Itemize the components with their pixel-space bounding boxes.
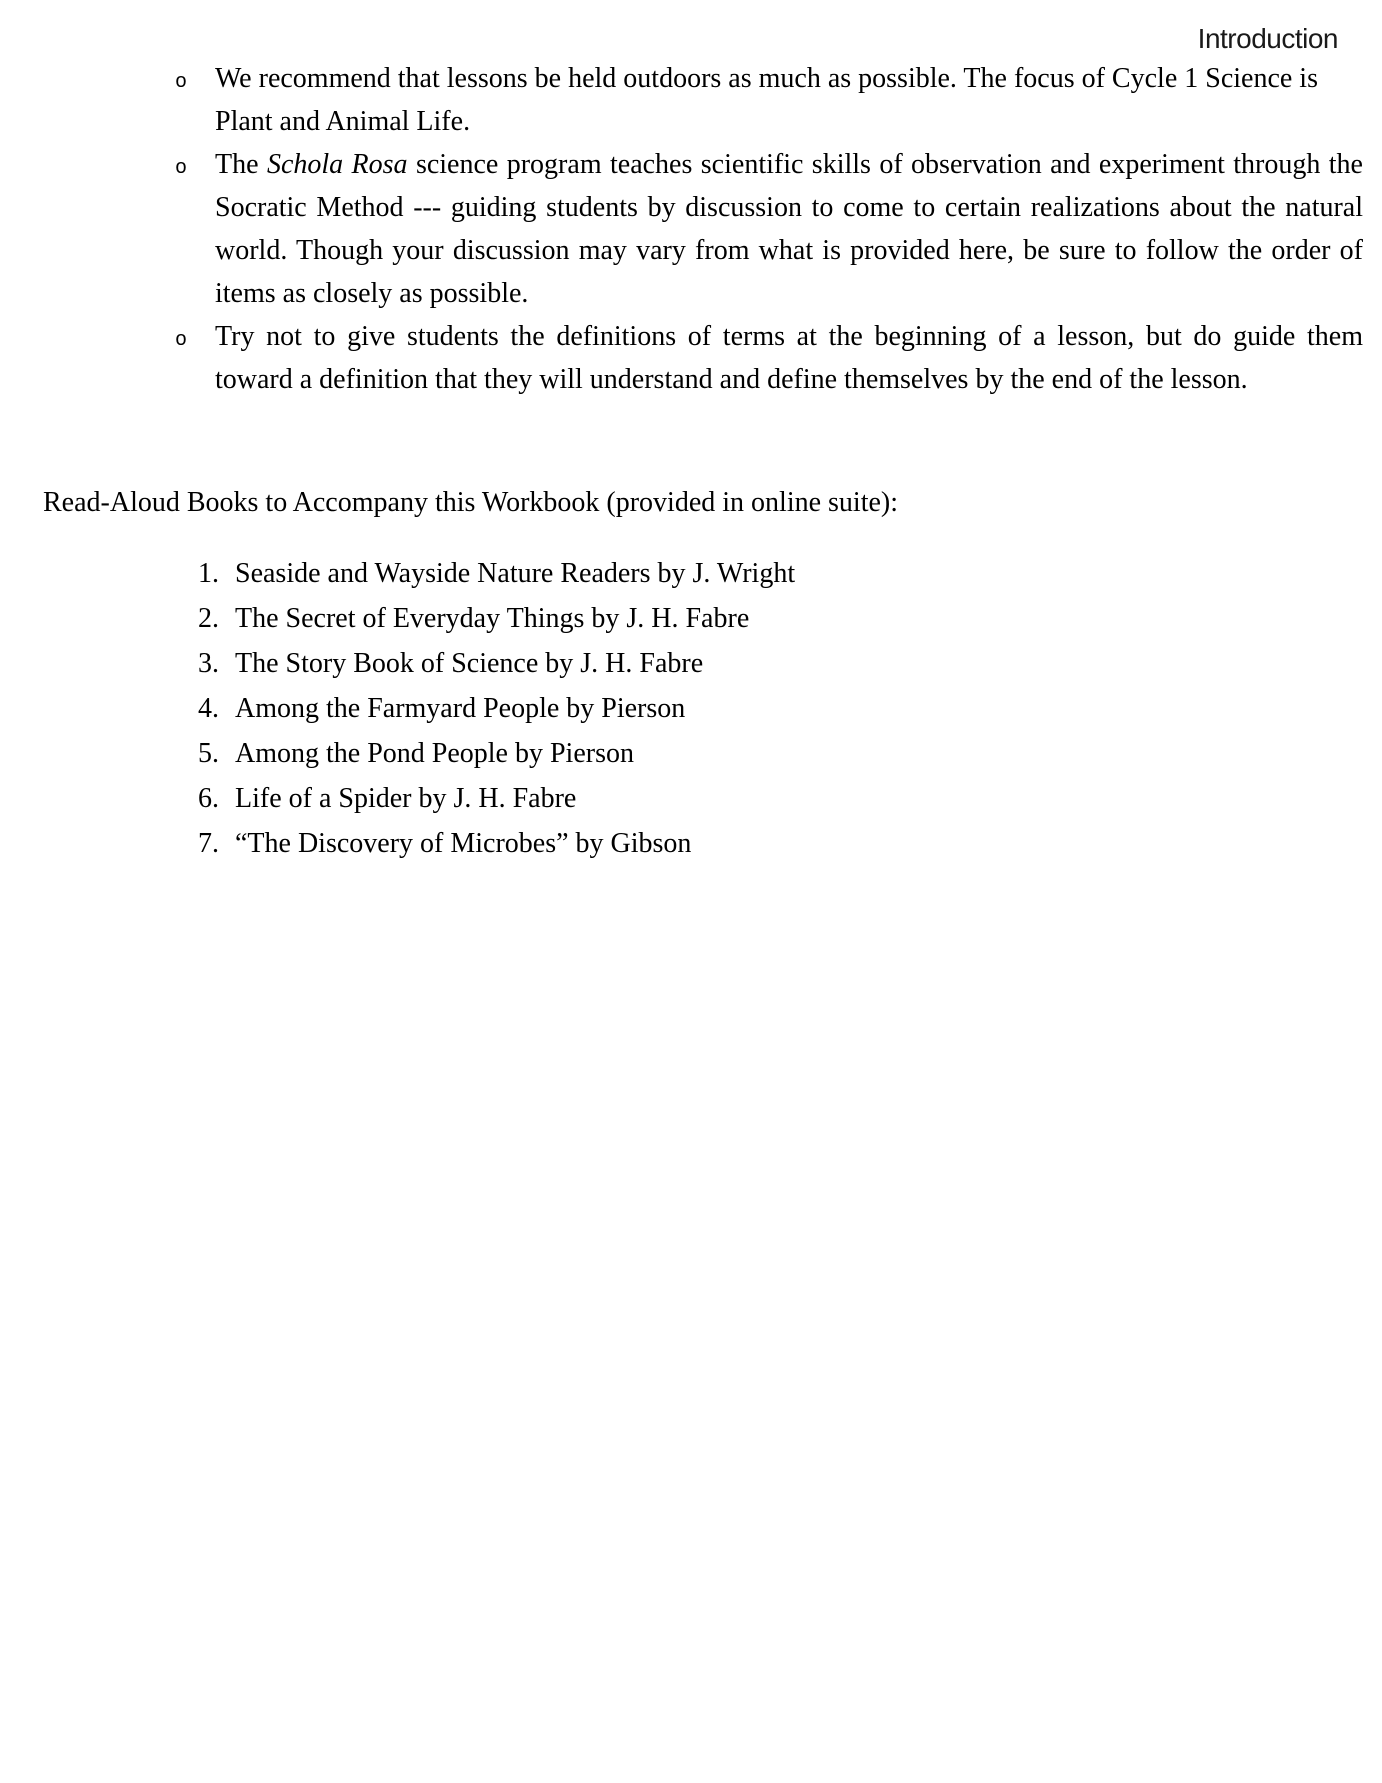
book-number: 1. bbox=[198, 558, 219, 589]
book-item bbox=[198, 596, 1363, 641]
bullet-text bbox=[215, 149, 1363, 309]
book-title: Life of a Spider by J. H. Fabre bbox=[235, 783, 577, 814]
bullet-marker-icon: o bbox=[175, 329, 188, 352]
book-number: 3. bbox=[198, 648, 219, 679]
book-item bbox=[198, 776, 1363, 821]
bullet-marker-icon: o bbox=[175, 157, 188, 180]
book-number: 2. bbox=[198, 603, 219, 634]
bullet-item bbox=[175, 315, 1363, 401]
book-item bbox=[198, 731, 1363, 776]
book-number: 7. bbox=[198, 828, 219, 859]
book-number: 4. bbox=[198, 693, 219, 724]
bullet-text-part: The bbox=[215, 149, 267, 180]
bullet-text-part: science program teaches scientific skills of observation and experiment through the Socratic Method --- guiding students by discussion to come to certain realizations about the natural world. Though your discussion may vary from what is provided here, be sure to follow the order of items as closely as possible. bbox=[215, 149, 1363, 309]
book-title: The Story Book of Science by J. H. Fabre bbox=[235, 648, 704, 679]
book-title: Among the Farmyard People by Pierson bbox=[235, 693, 686, 724]
bullet-text: Try not to give students the definitions of terms at the beginning of a lesson, but do guide them toward a definition that they will understand and define themselves by the end of the lesson. bbox=[215, 321, 1363, 395]
section-heading: Read-Aloud Books to Accompany this Workbook (provided in online suite): bbox=[43, 487, 899, 518]
page-header-label: Introduction bbox=[1197, 23, 1338, 54]
bullet-marker-icon: o bbox=[175, 71, 188, 94]
book-item bbox=[198, 821, 1363, 866]
book-item bbox=[198, 551, 1363, 596]
program-name: Schola Rosa bbox=[266, 149, 408, 180]
bullet-item bbox=[175, 143, 1363, 315]
book-list bbox=[198, 551, 1363, 866]
book-title: Seaside and Wayside Nature Readers by J. Wright bbox=[235, 558, 796, 589]
book-title: Among the Pond People by Pierson bbox=[235, 738, 634, 769]
book-number: 5. bbox=[198, 738, 219, 769]
book-title: The Secret of Everyday Things by J. H. Fabre bbox=[235, 603, 750, 634]
bullet-item bbox=[175, 57, 1363, 143]
book-number: 6. bbox=[198, 783, 219, 814]
book-item bbox=[198, 641, 1363, 686]
bullet-list bbox=[175, 57, 1363, 401]
bullet-text: We recommend that lessons be held outdoors as much as possible. The focus of Cycle 1 Science is Plant and Animal Life. bbox=[215, 63, 1318, 137]
book-item bbox=[198, 686, 1363, 731]
book-title: “The Discovery of Microbes” by Gibson bbox=[235, 828, 692, 859]
